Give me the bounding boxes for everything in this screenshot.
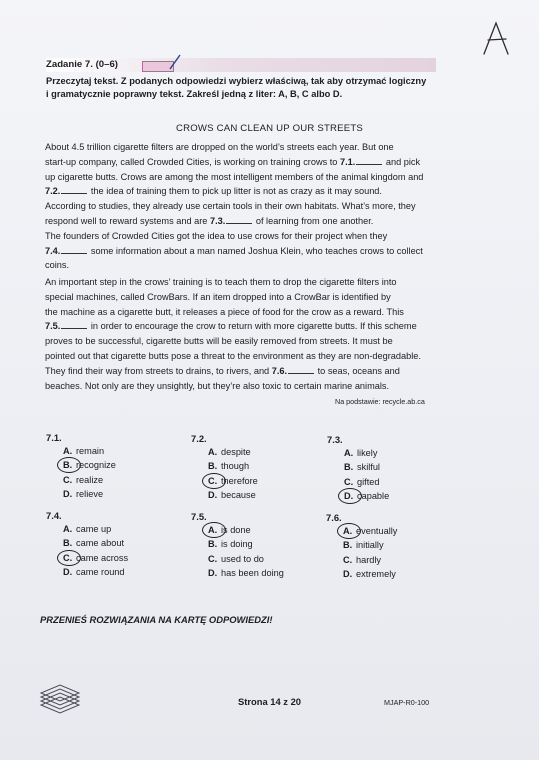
option-letter: D. [343,568,353,579]
option-text: came across [76,552,129,563]
option-text: gifted [357,476,380,487]
gap-number: 7.2. [45,186,61,197]
answer-option[interactable] [208,568,284,578]
selected-answer-circle [57,457,81,473]
option-text: because [221,489,256,500]
option-letter: B. [208,461,218,472]
option-letter: C. [343,554,353,565]
option-letter: B. [63,538,73,549]
page-number: Strona 14 z 20 [237,696,302,707]
question-number: 7.6. [326,512,342,523]
answer-option[interactable] [208,554,264,564]
text-line [45,170,455,185]
option-letter: C. [208,553,218,564]
selected-answer-circle [202,473,226,489]
option-letter: C. [344,476,354,487]
selected-answer-circle [338,488,362,504]
option-text: used to do [221,553,264,564]
option-letter: C. [63,552,73,563]
option-letter: A. [63,524,73,534]
question-number: 7.1. [46,432,62,443]
option-letter: D. [344,490,354,501]
option-text: hardly [356,554,382,565]
option-text: is done [221,525,251,535]
transfer-answers-note: PRZENIEŚ ROZWIĄZANIA NA KARTĘ ODPOWIEDZI! [40,614,273,625]
text-segment: up cigarette butts. Crows are among the most intelligent members of the animal kingdom and [45,171,424,182]
task-title: Zadanie 7. (0–6) [46,59,118,70]
text-line [45,379,455,394]
gap-number: 7.6. [271,365,288,376]
answer-option[interactable] [344,477,379,487]
text-segment: The founders of Crowded Cities got the idea to use crows for their project when they [45,230,388,241]
option-text: capable [357,490,390,501]
option-text: relieve [76,488,104,499]
answer-blank [226,214,252,224]
text-line [45,275,455,290]
option-text: recognize [76,460,116,471]
text-segment: proves to be successful, cigarette butts will be easily removed from streets. It must be [45,336,393,347]
gap-number: 7.3. [209,215,226,226]
option-text: despite [221,447,251,457]
question-number: 7.2. [191,433,207,444]
question-number: 7.5. [191,511,207,522]
pen-tick-icon [168,54,182,70]
option-letter: C. [208,475,218,486]
answer-option[interactable] [208,461,249,471]
answer-option[interactable] [63,446,104,456]
option-letter: B. [208,539,218,550]
answer-option[interactable] [63,475,103,485]
text-segment: They find their way from streets to drains, to rivers, and [45,365,272,376]
text-line [45,214,455,229]
text-line [45,290,455,305]
text-line [45,140,455,155]
option-text: therefore [221,475,258,486]
gap-number: 7.4. [45,245,61,256]
text-segment: in order to encourage the crow to return with more cigarette butts. If this scheme [88,321,417,332]
option-text: came up [76,524,112,534]
question-number: 7.4. [46,510,62,521]
option-text: eventually [356,526,398,536]
text-line [45,184,455,199]
gap-number: 7.1. [339,156,356,167]
option-text: skilful [357,462,380,473]
task-instruction [46,75,466,101]
text-segment: and pick [383,156,421,167]
option-text: has been doing [221,567,284,578]
article-paragraph-2 [45,275,455,393]
text-segment: beaches. Not only are they unsightly, but they’re also toxic to certain marine animals. [45,380,390,391]
answer-option[interactable] [63,538,124,548]
option-text: initially [356,540,384,551]
exam-code: MJAP-R0-100 [384,698,430,707]
option-text: though [221,461,250,472]
option-letter: A. [63,446,73,456]
answer-blank [61,244,87,254]
text-segment: According to studies, they already use certain tools in their own habitats. What’s more, they [45,201,416,212]
option-letter: A. [208,447,218,457]
option-text: came about [76,538,125,549]
answer-option[interactable] [344,448,377,458]
option-text: came round [76,566,125,577]
text-segment: the idea of training them to pick up litter is not as crazy as it may sound. [88,186,382,197]
text-segment: coins. [45,260,70,271]
text-segment: the machine as a cigarette butt, it releases a piece of food for the crow as a reward. This [45,306,404,317]
answer-option[interactable] [63,567,125,577]
option-letter: A. [343,526,353,536]
option-text: realize [76,474,104,485]
answer-option[interactable] [208,539,253,549]
option-text: extremely [356,568,396,579]
text-segment: of learning from one another. [253,215,374,226]
text-line [45,305,455,320]
answer-option[interactable] [63,489,103,499]
selected-answer-circle [202,522,226,538]
answer-blank [356,155,382,165]
article-title: CROWS CAN CLEAN UP OUR STREETS [175,123,364,134]
answer-option[interactable] [208,490,256,500]
answer-blank [288,364,314,374]
text-segment: About 4.5 trillion cigarette filters are dropped on the world’s streets each year. But one [45,142,394,152]
answer-option[interactable] [208,447,251,457]
answer-blank [61,319,87,329]
text-line [45,364,455,379]
text-segment: An important step in the crows’ training is to teach them to drop the cigarette filters into [45,277,397,287]
answer-option[interactable] [343,555,381,565]
option-letter: C. [63,474,73,485]
question-number: 7.3. [327,434,343,445]
text-segment: special machines, called CrowBars. If an item dropped into a CrowBar is identified by [45,291,391,302]
option-text: likely [357,448,378,458]
option-letter: D. [63,566,73,577]
option-letter: A. [344,448,354,458]
option-letter: B. [344,462,354,473]
source-note: Na podstawie: recycle.ab.ca [335,397,425,406]
option-letter: D. [63,488,73,499]
answer-option[interactable] [344,462,380,472]
option-letter: B. [343,540,353,551]
text-segment: to seas, oceans and [315,365,400,376]
text-line [45,319,455,334]
selected-answer-circle [57,550,81,566]
article-paragraph-1 [45,140,455,273]
handwritten-a-mark [480,20,514,56]
text-segment: start-up company, called Crowded Cities, is working on training crows to [45,156,340,167]
option-letter: D. [208,567,218,578]
text-segment: respond well to reward systems and are [45,215,210,226]
text-line [45,229,455,244]
option-text: is doing [221,539,253,550]
text-line [45,155,455,170]
instruction-line: Przeczytaj tekst. Z podanych odpowiedzi wybierz właściwą, tak aby otrzymać logiczny [46,76,427,86]
answer-option[interactable] [63,524,111,534]
text-line [45,244,455,259]
option-letter: B. [63,460,73,471]
text-line [45,199,455,214]
selected-answer-circle [337,523,361,539]
gap-number: 7.5. [45,321,61,332]
answer-option[interactable] [343,540,384,550]
text-line [45,349,455,364]
answer-blank [61,184,87,194]
text-line [45,258,455,273]
option-letter: A. [208,525,218,535]
text-segment: some information about a man named Joshua Klein, who teaches crows to collect [88,245,423,256]
option-text: remain [76,446,105,456]
text-line [45,334,455,349]
text-segment: pointed out that cigarette butts pose a threat to the environment as they are non-degradable. [45,350,421,361]
option-letter: D. [208,489,218,500]
answer-option[interactable] [343,569,396,579]
instruction-line: i gramatycznie poprawny tekst. Zakreśl jedną z liter: A, B, C albo D. [46,89,343,99]
